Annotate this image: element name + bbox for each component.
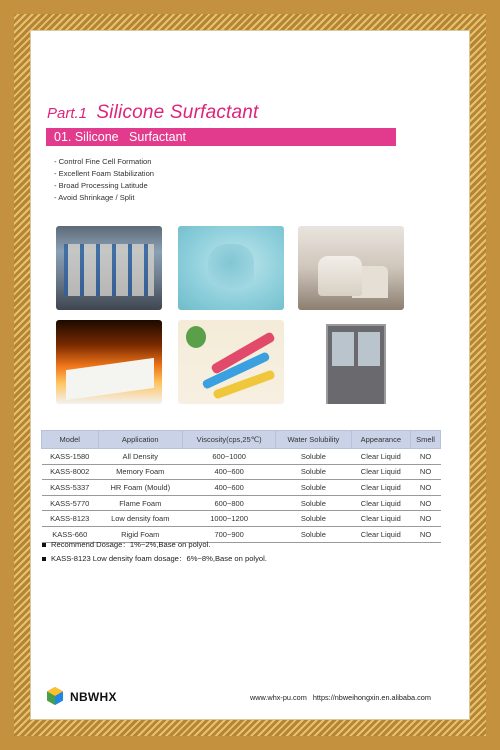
flame-foam-photo: [56, 320, 162, 404]
cell-water-solubility: Soluble: [276, 464, 351, 480]
feature-item: - Control Fine Cell Formation: [54, 156, 154, 168]
refrigerator-photo: [298, 320, 404, 404]
col-header-water-solubility: Water Solubility: [276, 431, 351, 449]
feature-item: - Excellent Foam Stabilization: [54, 168, 154, 180]
cell-water-solubility: Soluble: [276, 495, 351, 511]
cell-model: KASS-1580: [42, 449, 99, 465]
table-row: [42, 464, 441, 480]
table-row: [42, 495, 441, 511]
cell-smell: NO: [411, 511, 441, 527]
cell-model: KASS-660: [42, 526, 99, 542]
foam-block-shape: [66, 358, 154, 400]
cell-appearance: Clear Liquid: [351, 495, 411, 511]
cell-model: KASS-8002: [42, 464, 99, 480]
cell-application: HR Foam (Mould): [98, 480, 183, 496]
cell-model: KASS-5337: [42, 480, 99, 496]
car-interior-photo: [298, 226, 404, 310]
feature-item: - Broad Processing Latitude: [54, 180, 154, 192]
col-header-viscosity: Viscosity(cps,25℃): [183, 431, 276, 449]
square-bullet-icon: [42, 543, 46, 547]
cell-application: Flame Foam: [98, 495, 183, 511]
fridge-shape: [326, 324, 386, 404]
cell-water-solubility: Soluble: [276, 511, 351, 527]
note-text: Recommend Dosage：1%~2%,Base on polyol.: [51, 540, 211, 549]
feature-item: - Avoid Shrinkage / Split: [54, 192, 154, 204]
col-header-application: Application: [98, 431, 183, 449]
footer-urls: www.whx-pu.com https://nbweihongxin.en.alibaba.com: [250, 693, 431, 702]
brand-name: NBWHX: [70, 690, 117, 704]
cell-appearance: Clear Liquid: [351, 464, 411, 480]
col-header-model: Model: [42, 431, 99, 449]
cell-viscosity: 400~600: [183, 464, 276, 480]
cell-water-solubility: Soluble: [276, 526, 351, 542]
spec-table: [41, 430, 441, 543]
plant-shape: [186, 326, 206, 348]
cell-viscosity: 700~900: [183, 526, 276, 542]
car-seat-shape: [318, 256, 362, 296]
table-header-row: [42, 431, 441, 449]
col-header-smell: Smell: [411, 431, 441, 449]
note-text: KASS-8123 Low density foam dosage：6%~8%,Base on polyol.: [51, 554, 267, 563]
cell-appearance: Clear Liquid: [351, 526, 411, 542]
cell-smell: NO: [411, 526, 441, 542]
square-bullet-icon: [42, 557, 46, 561]
section-bar: 01. Silicone Surfactant: [46, 128, 396, 146]
cell-model: KASS-5770: [42, 495, 99, 511]
table-row: [42, 449, 441, 465]
title-text: Silicone Surfactant: [96, 102, 259, 123]
note-item: [42, 538, 267, 552]
cell-application: All Density: [98, 449, 183, 465]
memory-foam-photo: [178, 226, 284, 310]
cell-appearance: Clear Liquid: [351, 480, 411, 496]
page-title: [47, 102, 259, 124]
warehouse-foam-photo: [56, 226, 162, 310]
cell-viscosity: 1000~1200: [183, 511, 276, 527]
cell-appearance: Clear Liquid: [351, 511, 411, 527]
part-label: Part.1: [47, 105, 88, 122]
table-row: [42, 511, 441, 527]
cell-application: Low density foam: [98, 511, 183, 527]
cell-viscosity: 400~600: [183, 480, 276, 496]
shelf-rack: [64, 244, 154, 296]
note-item: [42, 552, 267, 566]
cell-viscosity: 600~800: [183, 495, 276, 511]
table-row: [42, 480, 441, 496]
cell-smell: NO: [411, 480, 441, 496]
cell-smell: NO: [411, 449, 441, 465]
foam-brushes-photo: [178, 320, 284, 404]
handprint-shape: [208, 244, 254, 290]
cell-water-solubility: Soluble: [276, 480, 351, 496]
brand-logo-icon: [44, 686, 66, 708]
cell-application: Rigid Foam: [98, 526, 183, 542]
dosage-notes: [42, 538, 267, 566]
cell-smell: NO: [411, 495, 441, 511]
col-header-appearance: Appearance: [351, 431, 411, 449]
cell-appearance: Clear Liquid: [351, 449, 411, 465]
cell-viscosity: 600~1000: [183, 449, 276, 465]
feature-list: [54, 156, 154, 204]
cell-application: Memory Foam: [98, 464, 183, 480]
cell-water-solubility: Soluble: [276, 449, 351, 465]
cell-smell: NO: [411, 464, 441, 480]
cell-model: KASS-8123: [42, 511, 99, 527]
